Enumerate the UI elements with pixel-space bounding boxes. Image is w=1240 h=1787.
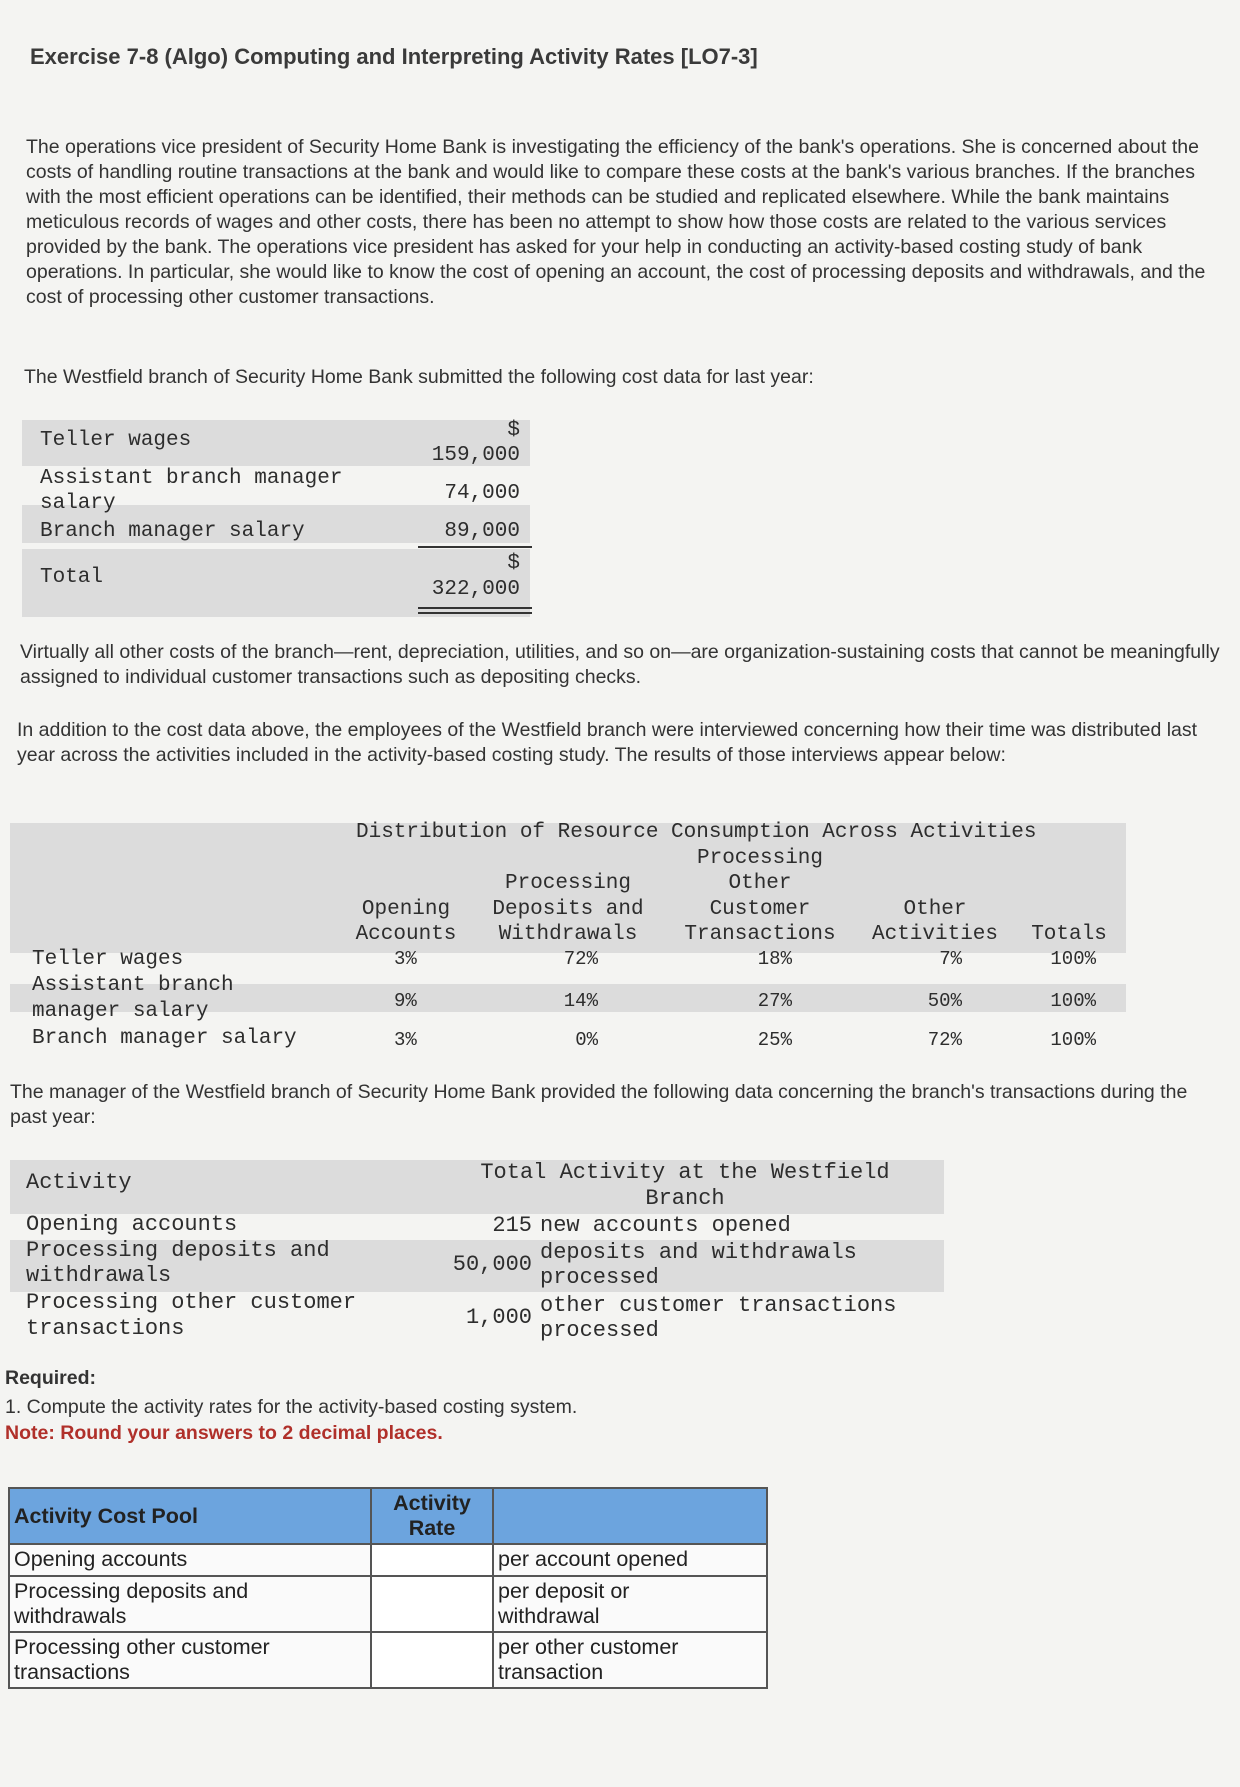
dist-cell: 72% <box>927 1029 962 1051</box>
total-dollar: $ <box>507 552 520 575</box>
deposits-withdrawals-rate-input[interactable] <box>371 1576 493 1632</box>
pool-label-line2: transactions <box>14 1660 130 1684</box>
col-total-activity-2: Branch <box>645 1186 725 1211</box>
dist-cell: 50% <box>927 990 962 1012</box>
col-opening: Opening <box>361 898 451 921</box>
bm-label: Branch manager salary <box>40 520 305 543</box>
manager-paragraph: The manager of the Westfield branch of Security Home Bank provided the following data concerning the branch's transactions during the past year: <box>10 1081 1188 1128</box>
col-other-customer-3: Customer <box>709 898 811 921</box>
col-other-activities-2: Activities <box>871 923 999 946</box>
col-activity-cost-pool: Activity Cost Pool <box>9 1488 371 1544</box>
page-title: Exercise 7-8 (Algo) Computing and Interpreting Activity Rates [LO7-3] <box>30 44 758 69</box>
activity-row-label: Processing deposits and <box>26 1238 330 1263</box>
dist-row-label: Teller wages <box>32 948 184 971</box>
intro-paragraph: The operations vice president of Security Home Bank is investigating the efficiency of the bank's operations. She is concerned about the costs of handling routine transactions at the bank and would like to compare these costs at the bank's various branches. If the branches with the most efficient operations can be identified, their methods can be studied and replicated elsewhere. While the bank maintains meticulous records of wages and other costs, there has been no attempt to show how those costs are related to the various services provided by the bank. The operations vice president has asked for your help in conducting an activity-based costing study of bank operations. In particular, she would like to know the cost of opening an account, the cost of processing deposits and withdrawals, and the cost of processing other customer transactions. <box>26 136 1206 308</box>
total-double-rule <box>418 612 532 614</box>
pool-label-line1: Processing deposits and <box>14 1579 249 1603</box>
dist-row-label: Branch manager salary <box>32 1027 297 1050</box>
col-other-activities: Other <box>903 898 967 921</box>
other-costs-paragraph: Virtually all other costs of the branch—rent, depreciation, utilities, and so on—are organization-sustaining costs that cannot be meaningfully assigned to individual customer transactions such as depositing checks. <box>20 641 1220 688</box>
unit-label-line2: transaction <box>498 1660 604 1684</box>
col-deposits-3: Withdrawals <box>498 923 638 946</box>
activity-row-label: Processing other customer <box>26 1290 357 1315</box>
activity-row-unit: deposits and withdrawals <box>540 1240 857 1265</box>
interview-paragraph: In addition to the cost data above, the employees of the Westfield branch were interviewed concerning how their time was distributed last year across the activities included in the activity-based costing study. The results of those interviews appear below: <box>17 719 1198 766</box>
activity-row-unit-cont: processed <box>540 1265 659 1290</box>
dist-cell: 7% <box>939 948 962 970</box>
abm-value: 74,000 <box>444 482 520 505</box>
rounding-note: Note: Round your answers to 2 decimal places. <box>5 1422 443 1444</box>
answer-row-deposits <box>9 1576 767 1632</box>
unit-label-line2: withdrawal <box>498 1604 600 1628</box>
dist-cell: 72% <box>563 948 598 970</box>
col-opening-2: Accounts <box>355 923 457 946</box>
distribution-heading: Distribution of Resource Consumption Across Activities <box>356 821 1037 844</box>
total-value: 322,000 <box>431 578 520 601</box>
teller-value: 159,000 <box>431 444 520 467</box>
answer-header-row <box>9 1488 767 1544</box>
pool-label <box>9 1576 371 1632</box>
col-totals: Totals <box>1031 923 1107 946</box>
activity-row-label: Opening accounts <box>26 1212 238 1237</box>
teller-label: Teller wages <box>40 429 192 452</box>
teller-dollar: $ <box>507 419 520 442</box>
answer-row-other <box>9 1632 767 1688</box>
dist-cell: 100% <box>1050 1029 1096 1051</box>
col-deposits: Processing <box>504 872 632 895</box>
activity-rate-table <box>8 1487 768 1689</box>
required-heading: Required: <box>5 1367 97 1389</box>
col-activity-rate <box>371 1488 493 1544</box>
answer-row-opening <box>9 1544 767 1576</box>
dist-row-label-cont: manager salary <box>32 1000 209 1023</box>
unit-label <box>493 1576 767 1632</box>
col-activity-rate-line2: Rate <box>408 1516 456 1540</box>
dist-row-label: Assistant branch <box>32 974 234 997</box>
col-activity-rate-line1: Activity <box>393 1491 471 1515</box>
col-deposits-2: Deposits and <box>492 898 644 921</box>
unit-label-line1: per other customer <box>498 1635 679 1659</box>
pool-label: Opening accounts <box>9 1544 371 1576</box>
col-unit <box>493 1488 767 1544</box>
dist-cell: 27% <box>757 990 792 1012</box>
col-other-customer-4: Transactions <box>684 923 836 946</box>
subtotal-rule <box>418 546 532 548</box>
abm-label-cont: salary <box>40 492 116 515</box>
other-transactions-rate-input[interactable] <box>371 1632 493 1688</box>
dist-cell: 25% <box>757 1029 792 1051</box>
pool-label <box>9 1632 371 1688</box>
opening-accounts-rate-input[interactable] <box>371 1544 493 1576</box>
activity-row-number: 1,000 <box>465 1305 532 1330</box>
bm-value: 89,000 <box>444 520 520 543</box>
required-question: 1. Compute the activity rates for the activity-based costing system. <box>5 1396 578 1418</box>
dist-cell: 14% <box>563 990 598 1012</box>
activity-row-label-cont: withdrawals <box>26 1263 172 1288</box>
cost-intro: The Westfield branch of Security Home Bank submitted the following cost data for last year: <box>24 366 814 388</box>
pool-label-line1: Processing other customer <box>14 1635 270 1659</box>
activity-row-unit-cont: processed <box>540 1318 659 1343</box>
activity-row-unit: other customer transactions <box>540 1293 897 1318</box>
unit-label-line1: per deposit or <box>498 1579 630 1603</box>
dist-cell: 100% <box>1050 990 1096 1012</box>
activity-row-label-cont: transactions <box>26 1316 185 1341</box>
unit-label <box>493 1632 767 1688</box>
dist-cell: 3% <box>394 948 417 970</box>
pool-label-line2: withdrawals <box>14 1604 127 1628</box>
dist-cell: 3% <box>394 1029 417 1051</box>
dist-cell: 0% <box>575 1029 598 1051</box>
activity-row-number: 215 <box>492 1213 532 1238</box>
dist-cell: 9% <box>394 990 417 1012</box>
col-other-customer: Processing <box>696 847 824 870</box>
total-rule <box>418 607 532 609</box>
unit-label: per account opened <box>493 1544 767 1576</box>
col-activity: Activity <box>26 1170 132 1195</box>
total-label: Total <box>40 566 104 589</box>
dist-cell: 100% <box>1050 948 1096 970</box>
activity-row-unit: new accounts opened <box>540 1213 791 1238</box>
abm-label: Assistant branch manager <box>40 467 343 490</box>
dist-cell: 18% <box>757 948 792 970</box>
activity-row-number: 50,000 <box>452 1252 532 1277</box>
col-other-customer-2: Other <box>728 872 792 895</box>
col-total-activity: Total Activity at the Westfield <box>480 1160 890 1185</box>
